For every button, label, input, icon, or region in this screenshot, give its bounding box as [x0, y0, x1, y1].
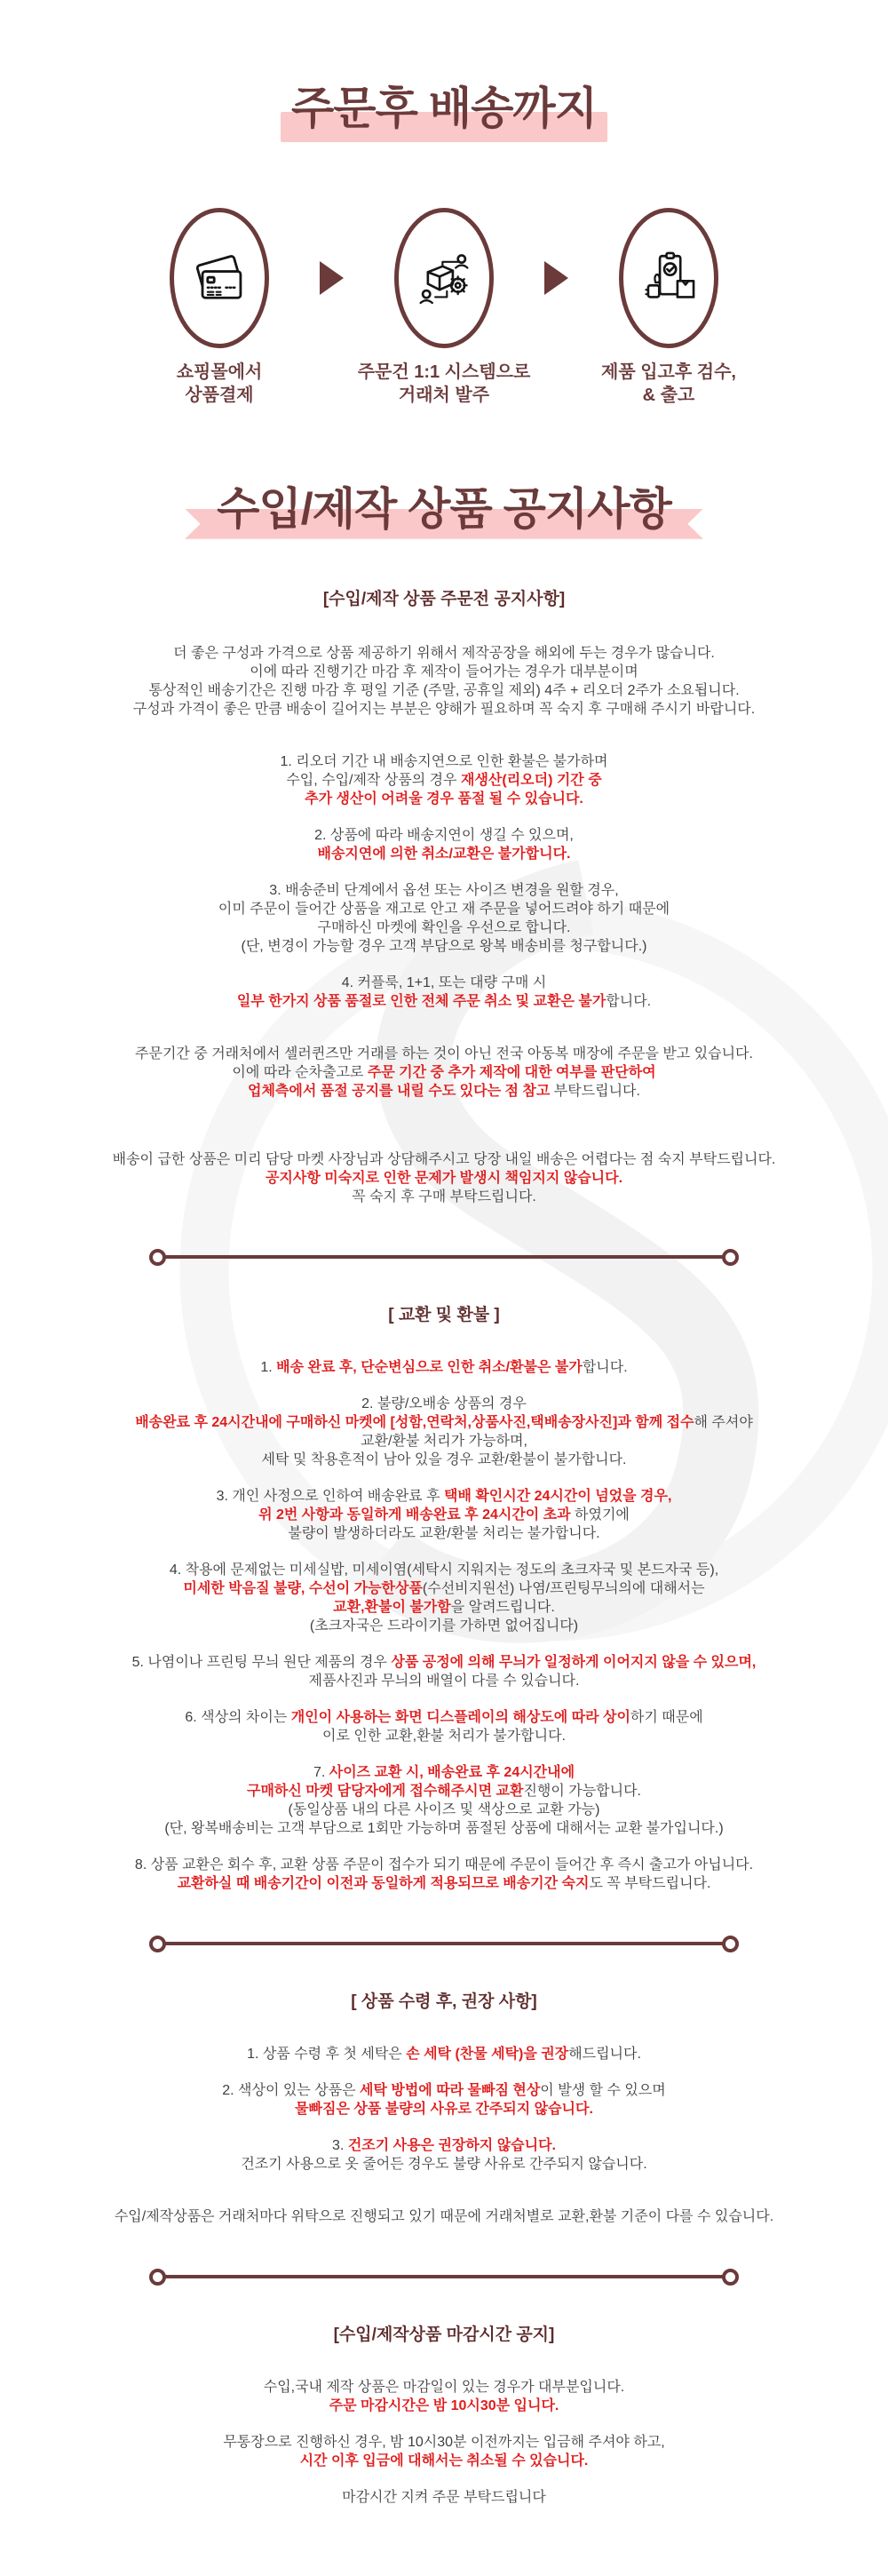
- notice-text: 도 꼭 부탁드립니다.: [589, 1875, 711, 1891]
- step-label-line1: 쇼핑몰에서: [176, 362, 263, 382]
- notice-text: 5. 나염이나 프린팅 무늬 원단 제품의 경우: [131, 1654, 392, 1670]
- notice-line: [36, 2397, 852, 2415]
- notice-text: 이미 주문이 들어간 상품을 재고로 안고 재 주문을 넣어드려야 하기 때문에: [218, 901, 670, 917]
- notice-line: [36, 1188, 852, 1206]
- notice-line: [36, 1727, 852, 1745]
- notice-text-red: 위 2번 사항과 동일하게 배송완료 후 24시간이 초과: [258, 1507, 571, 1523]
- notice-text: 배송이 급한 상품은 미리 담당 마켓 사장님과 상담해주시고 당장 내일 배송은 어렵다는 점 숙지 부탁드립니다.: [112, 1151, 776, 1167]
- notice-text: 구매하신 마켓에 확인을 우선으로 합니다.: [317, 919, 571, 935]
- notice-block: [36, 752, 852, 808]
- step-label-line2: & 출고: [642, 386, 695, 406]
- notice-block: [36, 1487, 852, 1543]
- notice-line: [36, 771, 852, 790]
- notice-line: [36, 1819, 852, 1838]
- notice-text-red: 배송지연에 의한 취소/교환은 불가합니다.: [317, 846, 571, 862]
- notice-text: 수입,국내 제작 상품은 마감일이 있는 경우가 대부분입니다.: [263, 2379, 625, 2395]
- notice-line: [36, 1082, 852, 1101]
- notice-line: [36, 1506, 852, 1524]
- notice-text: 2. 색상이 있는 상품은: [222, 2082, 361, 2098]
- notice-line: [36, 2045, 852, 2063]
- notice-line: [36, 1063, 852, 1082]
- process-step-order: [346, 208, 542, 408]
- notice-text-red: 세탁 방법에 따라 물빠짐 현상: [360, 2082, 541, 2098]
- notice-text-red: 업체측에서 품절 공지를 내릴 수도 있다는 점 참고: [248, 1083, 551, 1099]
- notice-line: [36, 918, 852, 937]
- notice-text: 1. 리오더 기간 내 배송지연으로 인한 환불은 불가하며: [280, 753, 608, 769]
- notice-text: 부탁드립니다.: [550, 1083, 640, 1099]
- process-arrow-icon: [317, 261, 346, 295]
- section-heading: [ 교환 및 환불 ]: [388, 1305, 500, 1324]
- notice-text: (초크자국은 드라이기를 가하면 없어집니다): [309, 1618, 579, 1634]
- notice-text: 6. 색상의 차이는: [185, 1709, 291, 1725]
- notice-text: 이에 따라 순차출고로: [232, 1064, 368, 1080]
- notice-text-red: 주문 기간 중 추가 제작에 대한 여부를 판단하여: [367, 1064, 656, 1080]
- notice-line: [36, 1432, 852, 1451]
- notice-text-red: 일부 한가지 상품 품절로 인한 전체 주문 취소 및 교환은 불가: [236, 993, 607, 1009]
- divider-end-ring: [722, 1249, 739, 1266]
- step-label-line2: 거래처 발주: [398, 386, 490, 406]
- notice-text-red: 추가 생산이 어려울 경우 품절 될 수 있습니다.: [305, 791, 583, 807]
- notice-text: 꼭 숙지 후 구매 부탁드립니다.: [352, 1189, 536, 1205]
- notice-text: 3. 배송준비 단계에서 옵션 또는 사이즈 변경을 원할 경우,: [269, 882, 619, 898]
- notice-line: [36, 2433, 852, 2452]
- divider-rule: [164, 1942, 724, 1945]
- notice-text-red: 건조기 사용은 권장하지 않습니다.: [347, 2137, 556, 2153]
- notice-text: 2. 상품에 따라 배송지연이 생길 수 있으며,: [314, 827, 574, 843]
- credit-card-icon: [190, 249, 249, 307]
- notice-text: 해 주셔야: [694, 1414, 753, 1430]
- notice-text: 무통장으로 진행하신 경우, 밤 10시30분 이전까지는 입금해 주셔야 하고,: [223, 2434, 665, 2450]
- notice-line: [36, 2081, 852, 2100]
- notice-text: 이에 따라 진행기간 마감 후 제작이 들어가는 경우가 대부분이며: [250, 664, 638, 680]
- notice-line: [36, 1763, 852, 1782]
- notice-sections: [0, 589, 888, 2507]
- notice-line: [36, 790, 852, 808]
- step-circle: [619, 208, 718, 348]
- notice-line: [36, 2378, 852, 2397]
- order-process: [0, 208, 888, 408]
- notice-text: 8. 상품 교환은 회수 후, 교환 상품 주문이 접수가 되기 때문에 주문이 들어간 후 즉시 출고가 아닙니다.: [134, 1856, 754, 1872]
- notice-text: 합니다.: [606, 993, 652, 1009]
- step-circle: [394, 208, 494, 348]
- notice-section: [36, 2325, 852, 2507]
- step-label: [177, 361, 263, 408]
- notice-section: [36, 589, 852, 1206]
- notice-line: [36, 644, 852, 663]
- notice-text-red: 배송 완료 후, 단순변심으로 인한 취소/환불은 불가: [276, 1359, 583, 1375]
- notice-text: (단, 왕복배송비는 고객 부담으로 1회만 가능하며 품절된 상품에 대해서는 교환 불가입니다.): [164, 1820, 724, 1836]
- notice-text: 합니다.: [582, 1359, 628, 1375]
- notice-text: 7.: [313, 1764, 329, 1780]
- step-circle: [170, 208, 269, 348]
- notice-text: 수입/제작상품은 거래처마다 위탁으로 진행되고 있기 때문에 거래처별로 교환,환불 기준이 다를 수 있습니다.: [114, 2208, 774, 2224]
- notice-line: [36, 1169, 852, 1188]
- notice-line: [36, 1782, 852, 1801]
- notice-line: [36, 1708, 852, 1727]
- process-arrow-icon: [542, 261, 571, 295]
- notice-line: [36, 2207, 852, 2226]
- notice-block: [36, 2045, 852, 2063]
- notice-line: [36, 1413, 852, 1432]
- notice-line: [36, 2100, 852, 2119]
- notice-section: [36, 1305, 852, 1893]
- notice-title-wrap: [0, 483, 888, 534]
- divider-rule: [164, 2275, 724, 2278]
- notice-line: [36, 992, 852, 1011]
- notice-text: 진행이 가능합니다.: [523, 1783, 641, 1799]
- notice-text-red: 재생산(리오더) 기간 중: [461, 772, 602, 788]
- section-divider: [149, 1249, 739, 1266]
- process-step-payment: [122, 208, 317, 408]
- notice-line: [36, 1561, 852, 1579]
- notice-line: [36, 1395, 852, 1413]
- notice-text: 하였기에: [570, 1507, 630, 1523]
- order-system-icon: [415, 249, 473, 307]
- notice-text: 마감시간 지켜 주문 부탁드립니다: [342, 2489, 546, 2505]
- notice-text: 통상적인 배송기간은 진행 마감 후 평일 기준 (주말, 공휴일 제외) 4주 + 리오더 2주가 소요됩니다.: [148, 682, 740, 698]
- notice-text: (수선비지원선) 나염/프린팅무늬의에 대해서는: [422, 1580, 705, 1596]
- notice-text-red: 개인이 사용하는 화면 디스플레이의 해상도에 따라 상이: [290, 1709, 630, 1725]
- notice-block: [36, 2488, 852, 2507]
- inspect-ship-icon: [639, 249, 698, 307]
- notice-text: 3.: [332, 2137, 348, 2153]
- notice-text: (동일상품 내의 다른 사이즈 및 색상으로 교환 가능): [288, 1801, 600, 1817]
- notice-text: 건조기 사용으로 옷 줄어든 경우도 불량 사유로 간주되지 않습니다.: [241, 2156, 647, 2172]
- section-divider: [149, 2269, 739, 2286]
- notice-line: [36, 826, 852, 845]
- step-label: [358, 361, 531, 408]
- divider-end-ring: [722, 1936, 739, 1952]
- notice-text: 구성과 가격이 좋은 만큼 배송이 길어지는 부분은 양해가 필요하며 꼭 숙지 후 구매해 주시기 바랍니다.: [132, 701, 756, 717]
- notice-block: [36, 2433, 852, 2470]
- notice-block: [36, 2378, 852, 2415]
- notice-line: [36, 1524, 852, 1543]
- notice-line: [36, 937, 852, 956]
- notice-block: [36, 881, 852, 956]
- notice-block: [36, 974, 852, 1011]
- notice-line: [36, 1801, 852, 1819]
- notice-text: 4. 착용에 문제없는 미세실밥, 미세이염(세탁시 지워지는 정도의 초크자국 및 본드자국 등),: [169, 1562, 719, 1578]
- notice-line: [36, 1358, 852, 1377]
- notice-text-red: 상품 공정에 의해 무늬가 일정하게 이어지지 않을 수 있으며,: [391, 1654, 757, 1670]
- notice-block: [36, 1856, 852, 1893]
- page-title-text: 주문후 배송까지: [291, 83, 597, 133]
- notice-line: [36, 1451, 852, 1469]
- notice-text: 을 알려드립니다.: [450, 1599, 555, 1615]
- notice-line: [36, 1617, 852, 1635]
- notice-block: [36, 2207, 852, 2226]
- notice-text-red: 택배 확인시간 24시간이 넘었을 경우,: [443, 1488, 672, 1504]
- notice-line: [36, 881, 852, 900]
- notice-block: [36, 1653, 852, 1690]
- step-label: [601, 361, 736, 408]
- notice-text: 2. 불량/오배송 상품의 경우: [361, 1395, 527, 1411]
- notice-line: [36, 1653, 852, 1672]
- divider-rule: [164, 1255, 724, 1259]
- notice-text: 1. 상품 수령 후 첫 세탁은: [247, 2046, 407, 2062]
- notice-line: [36, 1598, 852, 1617]
- notice-text: 이 발생 할 수 있으며: [540, 2082, 666, 2098]
- notice-line: [36, 2155, 852, 2174]
- notice-text: 하기 때문에: [630, 1709, 703, 1725]
- divider-end-ring: [722, 2269, 739, 2286]
- notice-block: [36, 1045, 852, 1101]
- notice-block: [36, 2136, 852, 2174]
- notice-line: [36, 1856, 852, 1874]
- notice-text: 수입, 수입/제작 상품의 경우: [286, 772, 462, 788]
- notice-text-red: 구매하신 마켓 담당자에게 접수해주시면 교환: [247, 1783, 524, 1799]
- notice-text-red: 교환하실 때 배송기간이 이전과 동일하게 적용되므로 배송기간 숙지: [177, 1875, 590, 1891]
- notice-text-red: 배송완료 후 24시간내에 구매하신 마켓에 [성함,연락처,상품사진,택배송장사진]과 함께 접수: [135, 1414, 694, 1430]
- notice-text-red: 시간 이후 입금에 대해서는 취소될 수 있습니다.: [299, 2453, 589, 2469]
- notice-block: [36, 644, 852, 719]
- step-label-line2: 상품결제: [185, 386, 254, 406]
- notice-title-text: 수입/제작 상품 공지사항: [217, 483, 671, 534]
- notice-text: 제품사진과 무늬의 배열이 다를 수 있습니다.: [308, 1673, 580, 1689]
- notice-line: [36, 752, 852, 771]
- notice-text-red: 공지사항 미숙지로 인한 문제가 발생시 책임지지 않습니다.: [265, 1170, 623, 1186]
- step-label-line1: 주문건 1:1 시스템으로: [357, 362, 531, 382]
- notice-line: [36, 1045, 852, 1063]
- notice-text: 세탁 및 착용흔적이 남아 있을 경우 교환/환불이 불가합니다.: [261, 1451, 627, 1467]
- notice-text: 1.: [260, 1359, 277, 1375]
- notice-line: [36, 1579, 852, 1598]
- notice-block: [36, 2081, 852, 2119]
- notice-text: 불량이 발생하더라도 교환/환불 처리는 불가합니다.: [288, 1525, 600, 1541]
- notice-line: [36, 2452, 852, 2470]
- notice-text: 교환/환불 처리가 가능하며,: [361, 1433, 527, 1449]
- notice-line: [36, 700, 852, 719]
- notice-line: [36, 2488, 852, 2507]
- notice-line: [36, 1487, 852, 1506]
- notice-text-red: 물빠짐은 상품 불량의 사유로 간주되지 않습니다.: [295, 2101, 593, 2117]
- section-heading: [ 상품 수령 후, 권장 사항]: [351, 1992, 537, 2011]
- notice-line: [36, 2136, 852, 2155]
- notice-title: [217, 483, 671, 534]
- notice-block: [36, 1395, 852, 1469]
- notice-text-red: 교환,환불이 불가함: [333, 1599, 451, 1615]
- notice-text: 이로 인한 교환,환불 처리가 불가합니다.: [322, 1728, 566, 1744]
- notice-line: [36, 663, 852, 681]
- notice-block: [36, 1708, 852, 1745]
- notice-text: (단, 변경이 가능할 경우 고객 부담으로 왕복 배송비를 청구합니다.): [241, 938, 647, 954]
- notice-text: 해드립니다.: [568, 2046, 641, 2062]
- notice-line: [36, 1874, 852, 1893]
- notice-text: 주문기간 중 거래처에서 셀러퀸즈만 거래를 하는 것이 아닌 전국 아동복 매장에 주문을 받고 있습니다.: [135, 1046, 753, 1061]
- notice-block: [36, 1763, 852, 1838]
- notice-text-red: 미세한 박음질 불량, 수선이 가능한상품: [183, 1580, 423, 1596]
- step-label-line1: 제품 입고후 검수,: [601, 362, 736, 382]
- notice-text-red: 주문 마감시간은 밤 10시30분 입니다.: [329, 2397, 559, 2413]
- notice-line: [36, 900, 852, 918]
- page-title: [291, 85, 597, 131]
- section-heading: [수입/제작 상품 주문전 공지사항]: [322, 589, 566, 608]
- process-step-inspection: [571, 208, 766, 408]
- notice-section: [36, 1992, 852, 2226]
- notice-line: [36, 681, 852, 700]
- section-divider: [149, 1936, 739, 1952]
- notice-block: [36, 1150, 852, 1206]
- notice-text: 4. 커플룩, 1+1, 또는 대량 구매 시: [341, 974, 547, 990]
- notice-text: 3. 개인 사정으로 인하여 배송완료 후: [216, 1488, 444, 1504]
- notice-line: [36, 974, 852, 992]
- section-heading: [수입/제작상품 마감시간 공지]: [333, 2325, 555, 2344]
- notice-line: [36, 845, 852, 863]
- notice-text: 더 좋은 구성과 가격으로 상품 제공하기 위해서 제작공장을 해외에 두는 경우가 많습니다.: [173, 645, 715, 661]
- notice-block: [36, 1358, 852, 1377]
- notice-block: [36, 1561, 852, 1635]
- notice-block: [36, 826, 852, 863]
- notice-line: [36, 1672, 852, 1690]
- notice-line: [36, 1150, 852, 1169]
- notice-text-red: 손 세탁 (찬물 세탁)을 권장: [406, 2046, 569, 2062]
- notice-text-red: 사이즈 교환 시, 배송완료 후 24시간내에: [329, 1764, 575, 1780]
